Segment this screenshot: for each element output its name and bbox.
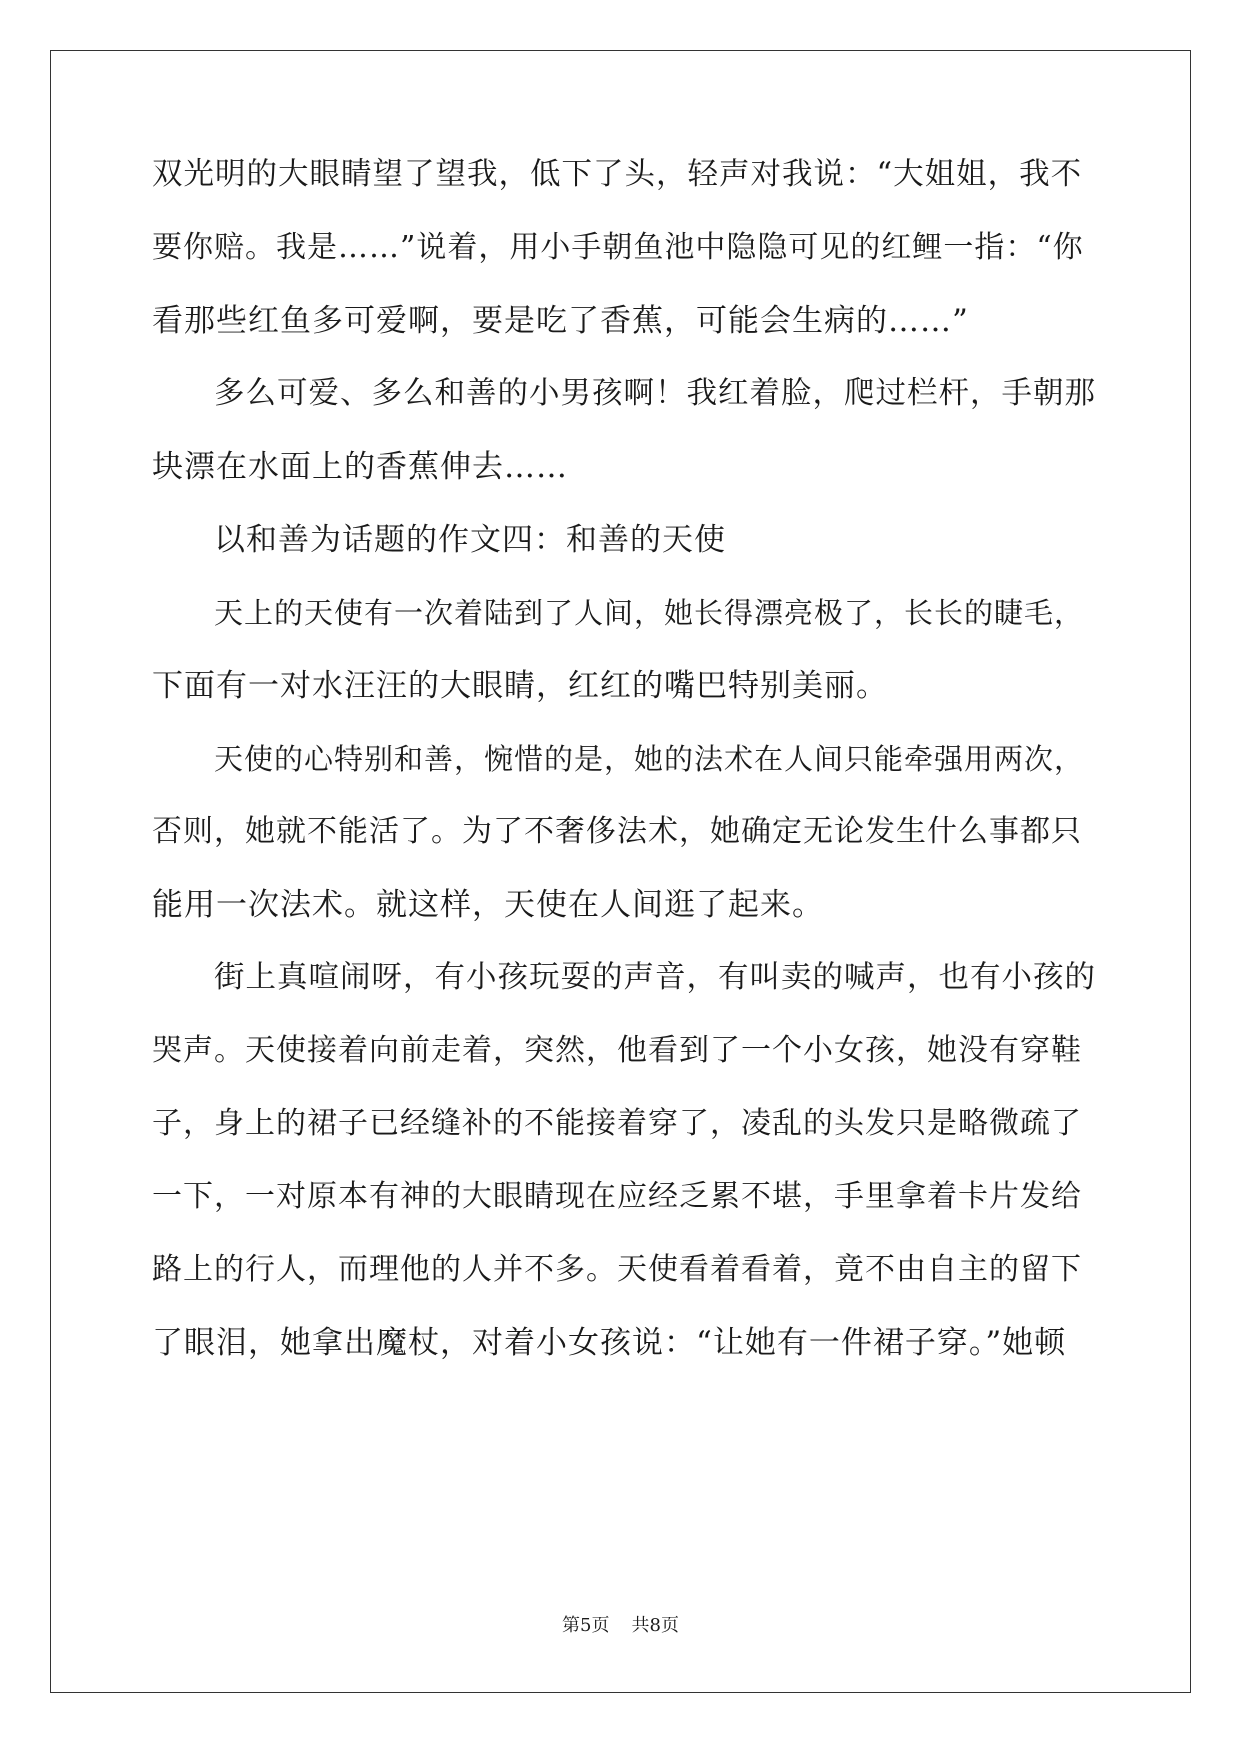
text-line: 否则，她就不能活了。为了不奢侈法术，她确定无论发生什么事都只	[152, 814, 1082, 849]
text-line: 一下，一对原本有神的大眼睛现在应经乏累不堪，手里拿着卡片发给	[152, 1179, 1082, 1214]
text-line: 块漂在水面上的香蕉伸去……	[152, 449, 568, 485]
text-line: 看那些红鱼多可爱啊，要是吃了香蕉，可能会生病的……”	[152, 303, 969, 339]
text-line: 能用一次法术。就这样，天使在人间逛了起来。	[152, 887, 824, 923]
paragraph-first-line: 多么可爱、多么和善的小男孩啊！我红着脸，爬过栏杆，手朝那	[214, 376, 1096, 411]
page-border	[50, 50, 1191, 1693]
paragraph-first-line: 天使的心特别和善，惋惜的是，她的法术在人间只能牵强用两次，	[214, 742, 1085, 776]
paragraph-first-line: 街上真喧闹呀，有小孩玩耍的声音，有叫卖的喊声，也有小孩的	[214, 960, 1096, 995]
text-line: 双光明的大眼睛望了望我，低下了头，轻声对我说：“大姐姐，我不	[152, 157, 1083, 192]
text-line: 子，身上的裙子已经缝补的不能接着穿了，凌乱的头发只是略微疏了	[152, 1106, 1082, 1141]
text-line: 路上的行人，而理他的人并不多。天使看着看着，竟不由自主的留下	[152, 1252, 1082, 1287]
total-pages: 共8页	[631, 1615, 679, 1636]
current-page-number: 第5页	[562, 1615, 610, 1636]
text-line: 了眼泪，她拿出魔杖，对着小女孩说：“让她有一件裙子穿。”她顿	[152, 1325, 1067, 1361]
text-line: 要你赔。我是……”说着，用小手朝鱼池中隐隐可见的红鲤一指：“你	[152, 230, 1084, 265]
section-heading: 以和善为话题的作文四：和善的天使	[214, 522, 726, 558]
page-footer	[0, 1614, 1241, 1638]
paragraph-first-line: 天上的天使有一次着陆到了人间，她长得漂亮极了，长长的睫毛，	[214, 596, 1085, 630]
text-line: 下面有一对水汪汪的大眼睛，红红的嘴巴特别美丽。	[152, 668, 888, 704]
text-line: 哭声。天使接着向前走着，突然，他看到了一个小女孩，她没有穿鞋	[152, 1033, 1082, 1068]
